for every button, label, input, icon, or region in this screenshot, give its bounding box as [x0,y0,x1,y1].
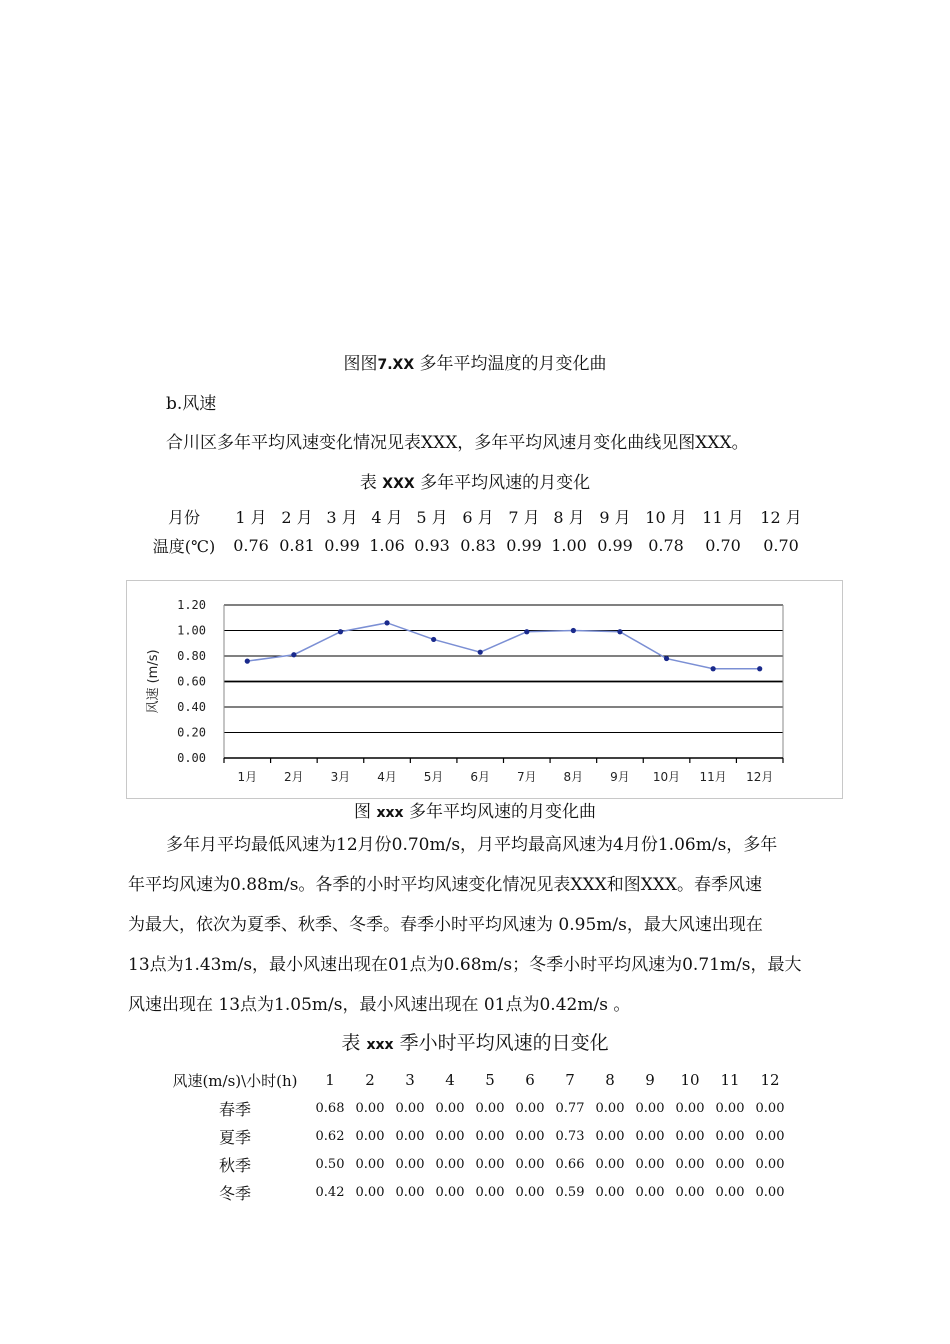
title-prefix: 表 [359,473,383,493]
value-cell: 0.00 [515,1128,545,1144]
value-cell: 0.00 [515,1156,545,1172]
section-heading: b.风速 [166,394,217,414]
x-tick-label: 9月 [610,770,630,784]
month-header: 5 月 [416,508,448,527]
y-tick-label: 0.60 [177,674,206,689]
hour-header: 10 [680,1071,700,1089]
value-cell: 0.00 [395,1184,425,1200]
intro-paragraph: 合川区多年平均风速变化情况见表XXX，多年平均风速月变化曲线见图XXX。 [166,433,749,453]
value-cell: 1.06 [369,536,405,555]
month-header: 3 月 [326,508,358,527]
value-cell: 0.00 [755,1184,785,1200]
value-cell: 1.00 [551,536,587,555]
value-cell: 0.00 [435,1128,465,1144]
value-cell: 0.00 [715,1156,745,1172]
value-cell: 0.00 [355,1184,385,1200]
hour-header: 5 [485,1071,495,1089]
title-prefix: 表 [341,1032,367,1054]
value-cell: 0.99 [597,536,633,555]
value-cell: 0.76 [233,536,269,555]
value-cell: 0.00 [395,1100,425,1116]
row-label-month: 月份 [167,508,200,527]
hour-header: 2 [365,1071,375,1089]
month-header: 1 月 [235,508,267,527]
value-cell: 0.99 [506,536,542,555]
value-cell: 0.00 [595,1156,625,1172]
title-text: 多年平均风速的月变化 [414,473,591,493]
value-cell: 0.77 [555,1100,585,1116]
table2-title [0,1028,950,1055]
value-cell: 0.00 [475,1156,505,1172]
table-row [160,1178,790,1206]
month-header: 11 月 [702,508,744,527]
paragraph-line: 为最大，依次为夏季、秋季、冬季。春季小时平均风速为 0.95m/s，最大风速出现在 [128,915,763,935]
value-cell: 0.83 [460,536,496,555]
title-text: 季小时平均风速的日变化 [393,1032,609,1054]
value-cell: 0.00 [595,1100,625,1116]
row-label-value: 温度(℃) [152,537,216,556]
value-cell: 0.00 [635,1156,665,1172]
hour-header: 11 [720,1071,740,1089]
wind-speed-chart [126,580,843,799]
x-tick-label: 7月 [516,770,537,784]
month-header: 10 月 [645,508,687,527]
value-cell: 0.00 [435,1156,465,1172]
x-tick-label: 6月 [470,770,491,784]
month-header: 9 月 [599,508,631,527]
value-cell: 0.00 [475,1184,505,1200]
caption-prefix: 图图 [343,354,378,374]
value-cell: 0.00 [435,1184,465,1200]
caption-text: 多年平均温度的月变化曲 [414,354,607,374]
monthly-wind-table [140,502,810,560]
title-number: XXX [382,476,415,492]
value-cell: 0.78 [648,536,684,555]
value-cell: 0.00 [715,1100,745,1116]
series-line [247,623,759,669]
x-tick-label: 1月 [237,770,258,784]
figure-caption-temperature [0,349,950,374]
paragraph-line: 13点为1.43m/s，最小风速出现在01点为0.68m/s；冬季小时平均风速为0.71m/s，最大 [128,955,802,975]
value-cell: 0.00 [675,1184,705,1200]
hour-header: 3 [405,1071,415,1089]
data-point [617,629,622,634]
value-cell: 0.00 [755,1128,785,1144]
value-cell: 0.62 [315,1128,345,1144]
data-point [524,629,529,634]
paragraph-line: 年平均风速为0.88m/s。各季的小时平均风速变化情况见表XXX和图XXX。春季风速 [128,875,763,895]
value-cell: 0.00 [395,1156,425,1172]
data-point [664,656,669,661]
y-tick-label: 1.00 [177,623,206,638]
value-cell: 0.00 [715,1184,745,1200]
x-tick-label: 3月 [330,770,351,784]
value-cell: 0.00 [715,1128,745,1144]
caption-number: 7.XX [377,357,415,373]
data-point [757,666,762,671]
data-point [431,637,436,642]
value-cell: 0.00 [755,1156,785,1172]
caption-text: 多年平均风速的月变化曲 [403,802,596,822]
value-cell: 0.70 [705,536,741,555]
value-cell: 0.66 [555,1156,585,1172]
hour-header: 6 [525,1071,535,1089]
month-header: 4 月 [371,508,403,527]
value-cell: 0.00 [595,1128,625,1144]
value-cell: 0.93 [414,536,450,555]
x-tick-label: 5月 [423,770,444,784]
season-label: 春季 [218,1099,251,1119]
table-row [160,1150,790,1178]
y-tick-label: 0.80 [177,649,206,663]
header-label: 风速(m/s)\小时(h) [172,1071,298,1090]
table-row [140,531,810,560]
y-tick-label: 0.20 [177,725,206,740]
hour-header: 1 [325,1071,335,1089]
season-label: 夏季 [218,1127,251,1147]
y-tick-label: 0.00 [177,751,206,765]
data-point [571,628,576,633]
value-cell: 0.00 [355,1100,385,1116]
value-cell: 0.42 [315,1184,345,1200]
x-tick-label: 11月 [699,770,727,784]
value-cell: 0.00 [635,1100,665,1116]
chart-canvas [127,581,842,798]
x-tick-label: 2月 [284,770,304,784]
value-cell: 0.00 [755,1100,785,1116]
value-cell: 0.50 [315,1156,345,1172]
value-cell: 0.00 [355,1128,385,1144]
hour-header: 4 [445,1071,455,1089]
value-cell: 0.00 [675,1100,705,1116]
data-point [291,652,296,657]
x-tick-label: 12月 [746,770,774,784]
figure-caption-wind [0,797,950,822]
value-cell: 0.00 [475,1128,505,1144]
caption-prefix: 图 [354,802,377,822]
month-header: 8 月 [553,508,585,527]
data-point [384,620,389,625]
value-cell: 0.00 [635,1184,665,1200]
table1-title [0,468,950,493]
month-header: 2 月 [281,508,313,527]
value-cell: 0.68 [315,1100,345,1116]
month-header: 6 月 [462,508,494,527]
paragraph-line: 风速出现在 13点为1.05m/s，最小风速出现在 01点为0.42m/s 。 [128,995,631,1015]
value-cell: 0.00 [435,1100,465,1116]
data-point [478,650,483,655]
hour-header: 12 [760,1071,780,1089]
value-cell: 0.00 [595,1184,625,1200]
paragraph-line: 多年月平均最低风速为12月份0.70m/s，月平均最高风速为4月份1.06m/s，多年 [166,835,778,855]
x-tick-label: 8月 [563,770,584,784]
value-cell: 0.73 [555,1128,585,1144]
value-cell: 0.00 [395,1128,425,1144]
hour-header: 8 [605,1071,615,1089]
y-axis-label: 风速 (m/s) [146,649,161,714]
value-cell: 0.81 [279,536,315,555]
x-tick-label: 10月 [652,770,681,784]
value-cell: 0.00 [635,1128,665,1144]
table-row [160,1094,790,1122]
table-header-row [160,1066,790,1094]
value-cell: 0.00 [675,1128,705,1144]
value-cell: 0.00 [515,1100,545,1116]
x-tick-label: 4月 [377,770,397,784]
value-cell: 0.70 [763,536,799,555]
season-label: 秋季 [218,1155,251,1175]
month-header: 7 月 [508,508,540,527]
body-paragraph [128,825,828,1025]
y-tick-label: 1.20 [177,598,206,612]
season-label: 冬季 [218,1183,251,1203]
value-cell: 0.00 [475,1100,505,1116]
hour-header: 7 [565,1071,575,1089]
seasonal-hourly-table [160,1066,790,1206]
value-cell: 0.00 [515,1184,545,1200]
data-point [245,659,250,664]
value-cell: 0.00 [355,1156,385,1172]
table-row [160,1122,790,1150]
table-row [140,502,810,531]
caption-number: xxx [376,805,404,821]
value-cell: 0.59 [555,1184,585,1200]
data-point [338,629,343,634]
month-header: 12 月 [760,508,802,527]
title-number: xxx [366,1037,394,1053]
data-point [711,666,716,671]
y-tick-label: 0.40 [177,700,206,714]
value-cell: 0.00 [675,1156,705,1172]
hour-header: 9 [645,1071,655,1089]
value-cell: 0.99 [324,536,360,555]
